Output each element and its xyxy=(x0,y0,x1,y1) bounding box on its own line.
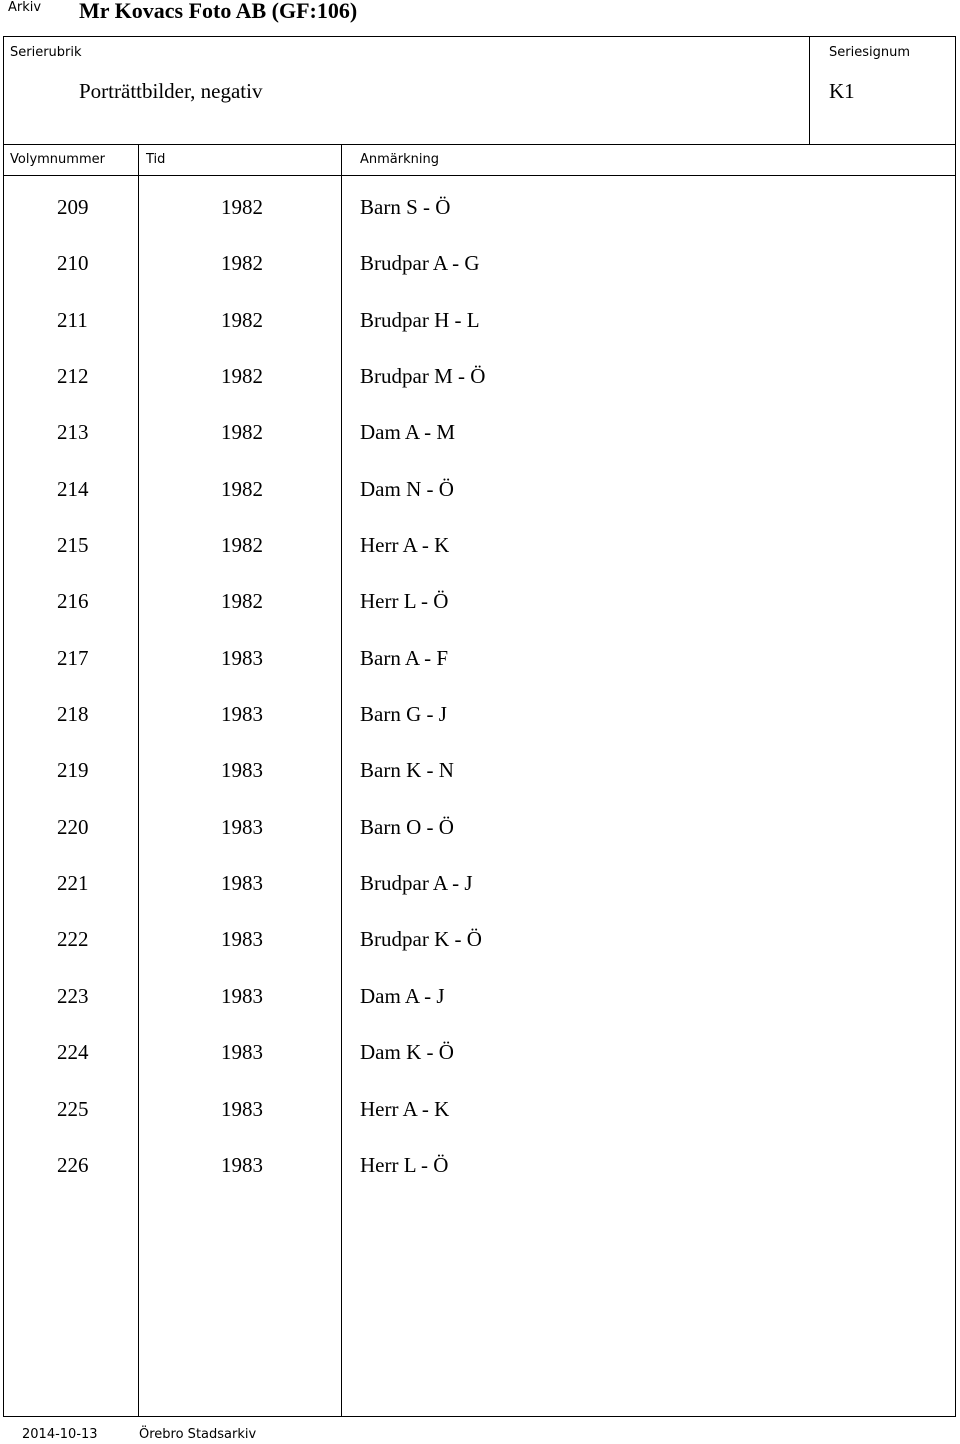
table-row xyxy=(0,469,960,525)
note-cell: Herr L - Ö xyxy=(360,589,449,614)
note-cell: Brudpar M - Ö xyxy=(360,364,486,389)
column-header-volume: Volymnummer xyxy=(10,152,105,167)
table-row xyxy=(0,412,960,468)
volume-cell: 218 xyxy=(57,702,89,727)
table-row xyxy=(0,1089,960,1145)
volume-cell: 224 xyxy=(57,1040,89,1065)
footer-archive: Örebro Stadsarkiv xyxy=(139,1427,257,1442)
time-cell: 1982 xyxy=(221,364,263,389)
table-row xyxy=(0,863,960,919)
series-signum-value: K1 xyxy=(829,79,855,103)
volume-cell: 220 xyxy=(57,814,89,839)
volume-cell: 226 xyxy=(57,1152,89,1177)
volume-cell: 216 xyxy=(57,589,89,614)
series-rubric-value: Porträttbilder, negativ xyxy=(79,79,263,103)
volume-cell: 214 xyxy=(57,476,89,501)
volume-cell: 225 xyxy=(57,1096,89,1121)
volume-cell: 213 xyxy=(57,420,89,445)
series-rubric-label: Serierubrik xyxy=(10,45,82,60)
note-cell: Barn G - J xyxy=(360,702,447,727)
note-cell: Brudpar A - J xyxy=(360,871,473,896)
volume-cell: 215 xyxy=(57,533,89,558)
table-row xyxy=(0,356,960,412)
archive-name: Mr Kovacs Foto AB (GF:106) xyxy=(79,0,358,23)
note-cell: Herr A - K xyxy=(360,533,450,558)
table-row xyxy=(0,694,960,750)
time-cell: 1983 xyxy=(221,758,263,783)
archive-label: Arkiv xyxy=(8,0,42,15)
header-divider xyxy=(4,144,955,145)
time-cell: 1983 xyxy=(221,871,263,896)
note-cell: Barn O - Ö xyxy=(360,814,454,839)
signum-divider xyxy=(809,37,810,144)
note-cell: Brudpar K - Ö xyxy=(360,927,482,952)
note-cell: Barn K - N xyxy=(360,758,454,783)
time-cell: 1982 xyxy=(221,476,263,501)
time-cell: 1982 xyxy=(221,195,263,219)
table-row xyxy=(0,525,960,581)
table-row xyxy=(0,1032,960,1088)
time-cell: 1983 xyxy=(221,814,263,839)
time-cell: 1982 xyxy=(221,251,263,276)
time-cell: 1982 xyxy=(221,533,263,558)
note-cell: Dam K - Ö xyxy=(360,1040,454,1065)
note-cell: Barn A - F xyxy=(360,645,449,670)
volume-cell: 209 xyxy=(57,195,89,219)
volume-cell: 222 xyxy=(57,927,89,952)
volume-cell: 221 xyxy=(57,871,89,896)
note-cell: Dam N - Ö xyxy=(360,476,454,501)
volume-cell: 212 xyxy=(57,364,89,389)
note-cell: Brudpar A - G xyxy=(360,251,480,276)
time-cell: 1983 xyxy=(221,645,263,670)
note-cell: Dam A - M xyxy=(360,420,456,445)
note-cell: Brudpar H - L xyxy=(360,307,480,332)
table-row xyxy=(0,976,960,1032)
time-cell: 1982 xyxy=(221,589,263,614)
table-row xyxy=(0,243,960,299)
table-row xyxy=(0,807,960,863)
note-cell: Dam A - J xyxy=(360,983,445,1008)
volume-cell: 217 xyxy=(57,645,89,670)
volume-cell: 223 xyxy=(57,983,89,1008)
table-row xyxy=(0,1145,960,1201)
series-signum-label: Seriesignum xyxy=(829,45,910,60)
column-header-time: Tid xyxy=(146,152,166,167)
time-cell: 1983 xyxy=(221,702,263,727)
table-row xyxy=(0,187,960,243)
note-cell: Barn S - Ö xyxy=(360,195,451,219)
time-cell: 1983 xyxy=(221,983,263,1008)
column-header-note: Anmärkning xyxy=(360,152,439,167)
column-header-divider xyxy=(4,175,955,176)
time-cell: 1982 xyxy=(221,307,263,332)
table-row xyxy=(0,750,960,806)
time-cell: 1983 xyxy=(221,1040,263,1065)
time-cell: 1983 xyxy=(221,1096,263,1121)
table-row xyxy=(0,919,960,975)
note-cell: Herr L - Ö xyxy=(360,1152,449,1177)
volume-cell: 210 xyxy=(57,251,89,276)
table-row xyxy=(0,638,960,694)
volume-list xyxy=(0,187,960,1201)
volume-cell: 211 xyxy=(57,307,88,332)
time-cell: 1982 xyxy=(221,420,263,445)
note-cell: Herr A - K xyxy=(360,1096,450,1121)
time-cell: 1983 xyxy=(221,927,263,952)
volume-cell: 219 xyxy=(57,758,89,783)
table-row xyxy=(0,300,960,356)
footer-date: 2014-10-13 xyxy=(22,1427,98,1442)
time-cell: 1983 xyxy=(221,1152,263,1177)
table-row xyxy=(0,581,960,637)
